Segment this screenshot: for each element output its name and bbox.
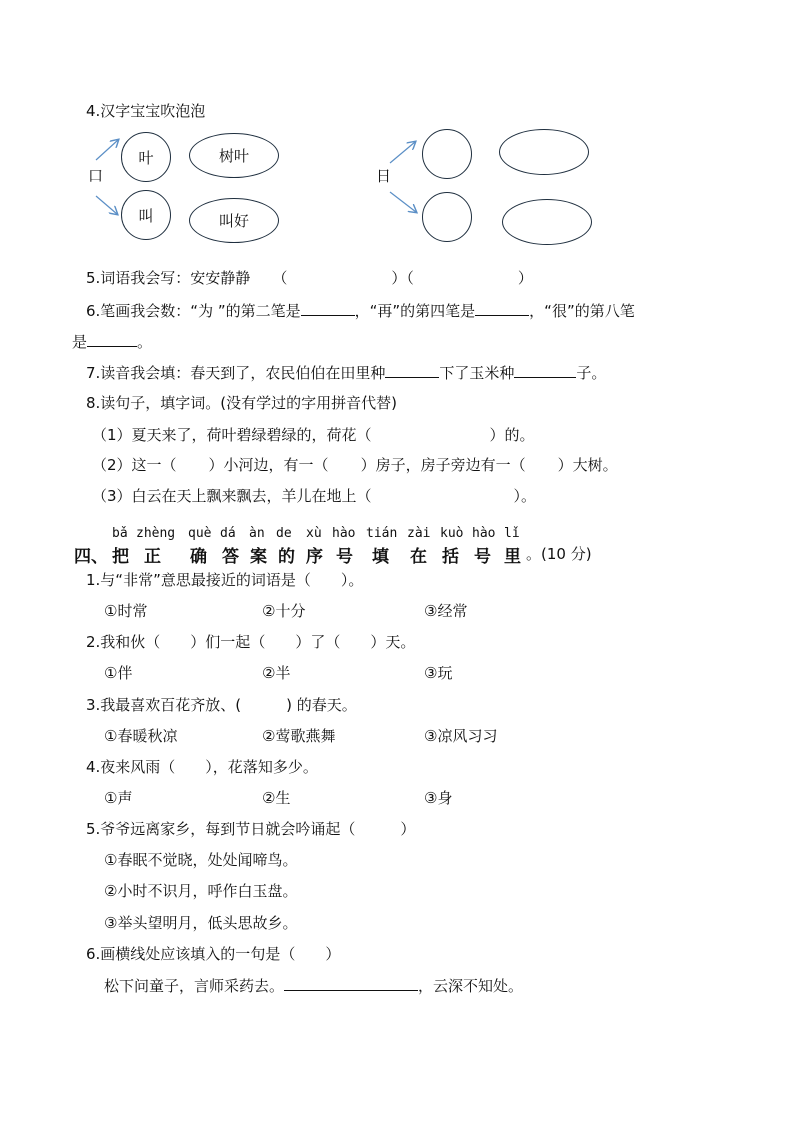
mc-q4-option-1[interactable]: ①声 [104, 789, 133, 807]
mc-q5-stem: 5.爷爷远离家乡，每到节日就会吟诵起（ ） [86, 820, 416, 838]
pinyin: àn [249, 526, 265, 541]
section4-heading [74, 542, 634, 567]
mc-q3-option-3[interactable]: ③凉风习习 [424, 727, 498, 745]
q7-text-b: 下了玉米种 [439, 364, 515, 382]
paren: ）（ [391, 269, 414, 287]
mc-q2-option-2[interactable]: ②半 [262, 664, 291, 682]
bubble-text: 叫 [138, 206, 154, 225]
bubble-circle-bottom-right[interactable] [422, 192, 472, 242]
q5-line [86, 268, 533, 288]
paren: （ [272, 269, 288, 287]
bubble-circle-bottom-left[interactable] [121, 190, 171, 240]
heading-char: 号 [336, 547, 353, 567]
q8-sentence-2 [92, 455, 618, 475]
arrow-right-down [390, 192, 416, 212]
q6-blank-2[interactable] [475, 300, 529, 316]
arrow-left-up [96, 140, 118, 160]
mc-q1-option-1[interactable]: ①时常 [104, 602, 148, 620]
mc-q3-option-1[interactable]: ①春暖秋凉 [104, 727, 178, 745]
pinyin: dá [220, 526, 236, 541]
heading-char: 案 [250, 547, 267, 567]
bubble-text: 叫好 [218, 212, 249, 230]
mc-q5-option-3[interactable]: ③举头望明月，低头思故乡。 [104, 914, 298, 932]
right-root-char: 日 [376, 167, 392, 185]
poem-text-b: ，云深不知处。 [418, 977, 524, 995]
q6-text-a: 6.笔画我会数：“为 ”的第二笔是 [86, 302, 301, 320]
q8-s2-text-a: （2）这一（ [92, 456, 177, 474]
q6-text-e: 。 [137, 333, 153, 351]
mc-q2-option-3[interactable]: ③玩 [424, 664, 453, 682]
q8-s1-text-a: （1）夏天来了，荷叶碧绿碧绿的，荷花（ [92, 426, 372, 444]
pinyin: kuò [440, 526, 464, 541]
bubble-circle-top-right[interactable] [422, 129, 472, 179]
q6-line-2 [72, 331, 152, 352]
paren: ） [517, 269, 533, 287]
heading-char: 里 [504, 547, 521, 567]
pinyin: lǐ [504, 526, 520, 541]
pinyin: zhèng [136, 526, 176, 541]
q8-s2-text-b: ）小河边，有一（ [208, 456, 329, 474]
pinyin: de [276, 526, 292, 541]
mc-q6-stem: 6.画横线处应该填入的一句是（ ） [86, 945, 341, 963]
heading-char: 的 [278, 547, 295, 567]
pinyin: què [188, 526, 212, 541]
q6-blank-1[interactable] [301, 300, 355, 316]
mc-q3-stem: 3.我最喜欢百花齐放、( ) 的春天。 [86, 696, 357, 714]
pinyin: hào [472, 526, 496, 541]
bubble-arrows [0, 0, 794, 260]
pinyin: bǎ [112, 526, 128, 541]
q8-title: 8.读句子，填字词。(没有学过的字用拼音代替) [86, 394, 398, 412]
q8-s3-text-a: （3）白云在天上飘来飘去，羊儿在地上（ [92, 487, 372, 505]
bubble-ellipse-bottom-right[interactable] [502, 199, 592, 245]
heading-char: 确 [190, 547, 207, 567]
left-root-char: 口 [88, 167, 104, 185]
mc-q2-option-1[interactable]: ①伴 [104, 664, 133, 682]
heading-char: 答 [222, 547, 239, 567]
arrow-left-down [96, 196, 117, 214]
mc-q4-stem: 4.夜来风雨（ ），花落知多少。 [86, 758, 318, 776]
q7-text-c: 子。 [576, 364, 607, 382]
q6-text-d: 是 [72, 333, 88, 351]
q6-blank-3[interactable] [87, 331, 137, 347]
q8-s3-text-b: ）。 [513, 487, 537, 505]
poem-blank[interactable] [284, 975, 418, 991]
mc-q1-option-3[interactable]: ③经常 [424, 602, 468, 620]
section-number: 四、 [74, 547, 108, 567]
poem-text-a: 松下问童子，言师采药去。 [104, 977, 285, 995]
q7-blank-1[interactable] [385, 362, 439, 378]
arrow-right-up [390, 142, 415, 163]
bubble-circle-top-left[interactable] [121, 132, 171, 182]
heading-char: 把 [112, 547, 129, 567]
heading-char: 在 [410, 547, 427, 567]
pinyin: tián [366, 526, 398, 541]
q8-s1-text-b: ）的。 [489, 426, 535, 444]
mc-q5-option-1[interactable]: ①春眠不觉晓，处处闻啼鸟。 [104, 851, 298, 869]
mc-q1-stem: 1.与“非常”意思最接近的词语是（ ）。 [86, 571, 364, 589]
bubble-ellipse-bottom-left[interactable] [189, 198, 279, 243]
q6-text-b: ，“再”的第四笔是 [354, 302, 476, 320]
mc-q6-poem-line [104, 975, 523, 996]
q7-line [86, 362, 606, 383]
q6-line-1 [86, 300, 635, 321]
q8-s2-text-c: ）房子，房子旁边有一（ [360, 456, 526, 474]
section4-score: 。(10 分) [526, 545, 592, 563]
q4-title: 4.汉字宝宝吹泡泡 [86, 102, 206, 120]
bubble-text: 叶 [138, 148, 154, 167]
heading-char: 填 [372, 547, 389, 567]
mc-q3-option-2[interactable]: ②莺歌燕舞 [262, 727, 336, 745]
heading-char: 号 [474, 547, 491, 567]
q7-text-a: 7.读音我会填：春天到了，农民伯伯在田里种 [86, 364, 386, 382]
mc-q2-stem: 2.我和伙（ ）们一起（ ）了（ ）天。 [86, 633, 416, 651]
q6-text-c: ，“很”的第八笔 [529, 302, 635, 320]
bubble-text: 树叶 [218, 147, 249, 165]
mc-q5-option-2[interactable]: ②小时不识月，呼作白玉盘。 [104, 882, 298, 900]
pinyin: hào [332, 526, 356, 541]
mc-q1-option-2[interactable]: ②十分 [262, 602, 306, 620]
heading-char: 正 [144, 547, 161, 567]
bubble-ellipse-top-left[interactable] [189, 133, 279, 178]
q7-blank-2[interactable] [514, 362, 576, 378]
q8-sentence-3 [92, 486, 536, 506]
q8-sentence-1 [92, 425, 535, 445]
pinyin: xù [306, 526, 322, 541]
heading-char: 序 [306, 547, 323, 567]
mc-q4-option-3[interactable]: ③身 [424, 789, 453, 807]
q5-text: 5.词语我会写：安安静静 [86, 269, 251, 287]
q8-s2-text-d: ）大树。 [557, 456, 618, 474]
bubble-ellipse-top-right[interactable] [499, 129, 589, 175]
pinyin: zài [407, 526, 431, 541]
heading-char: 括 [442, 547, 459, 567]
mc-q4-option-2[interactable]: ②生 [262, 789, 291, 807]
